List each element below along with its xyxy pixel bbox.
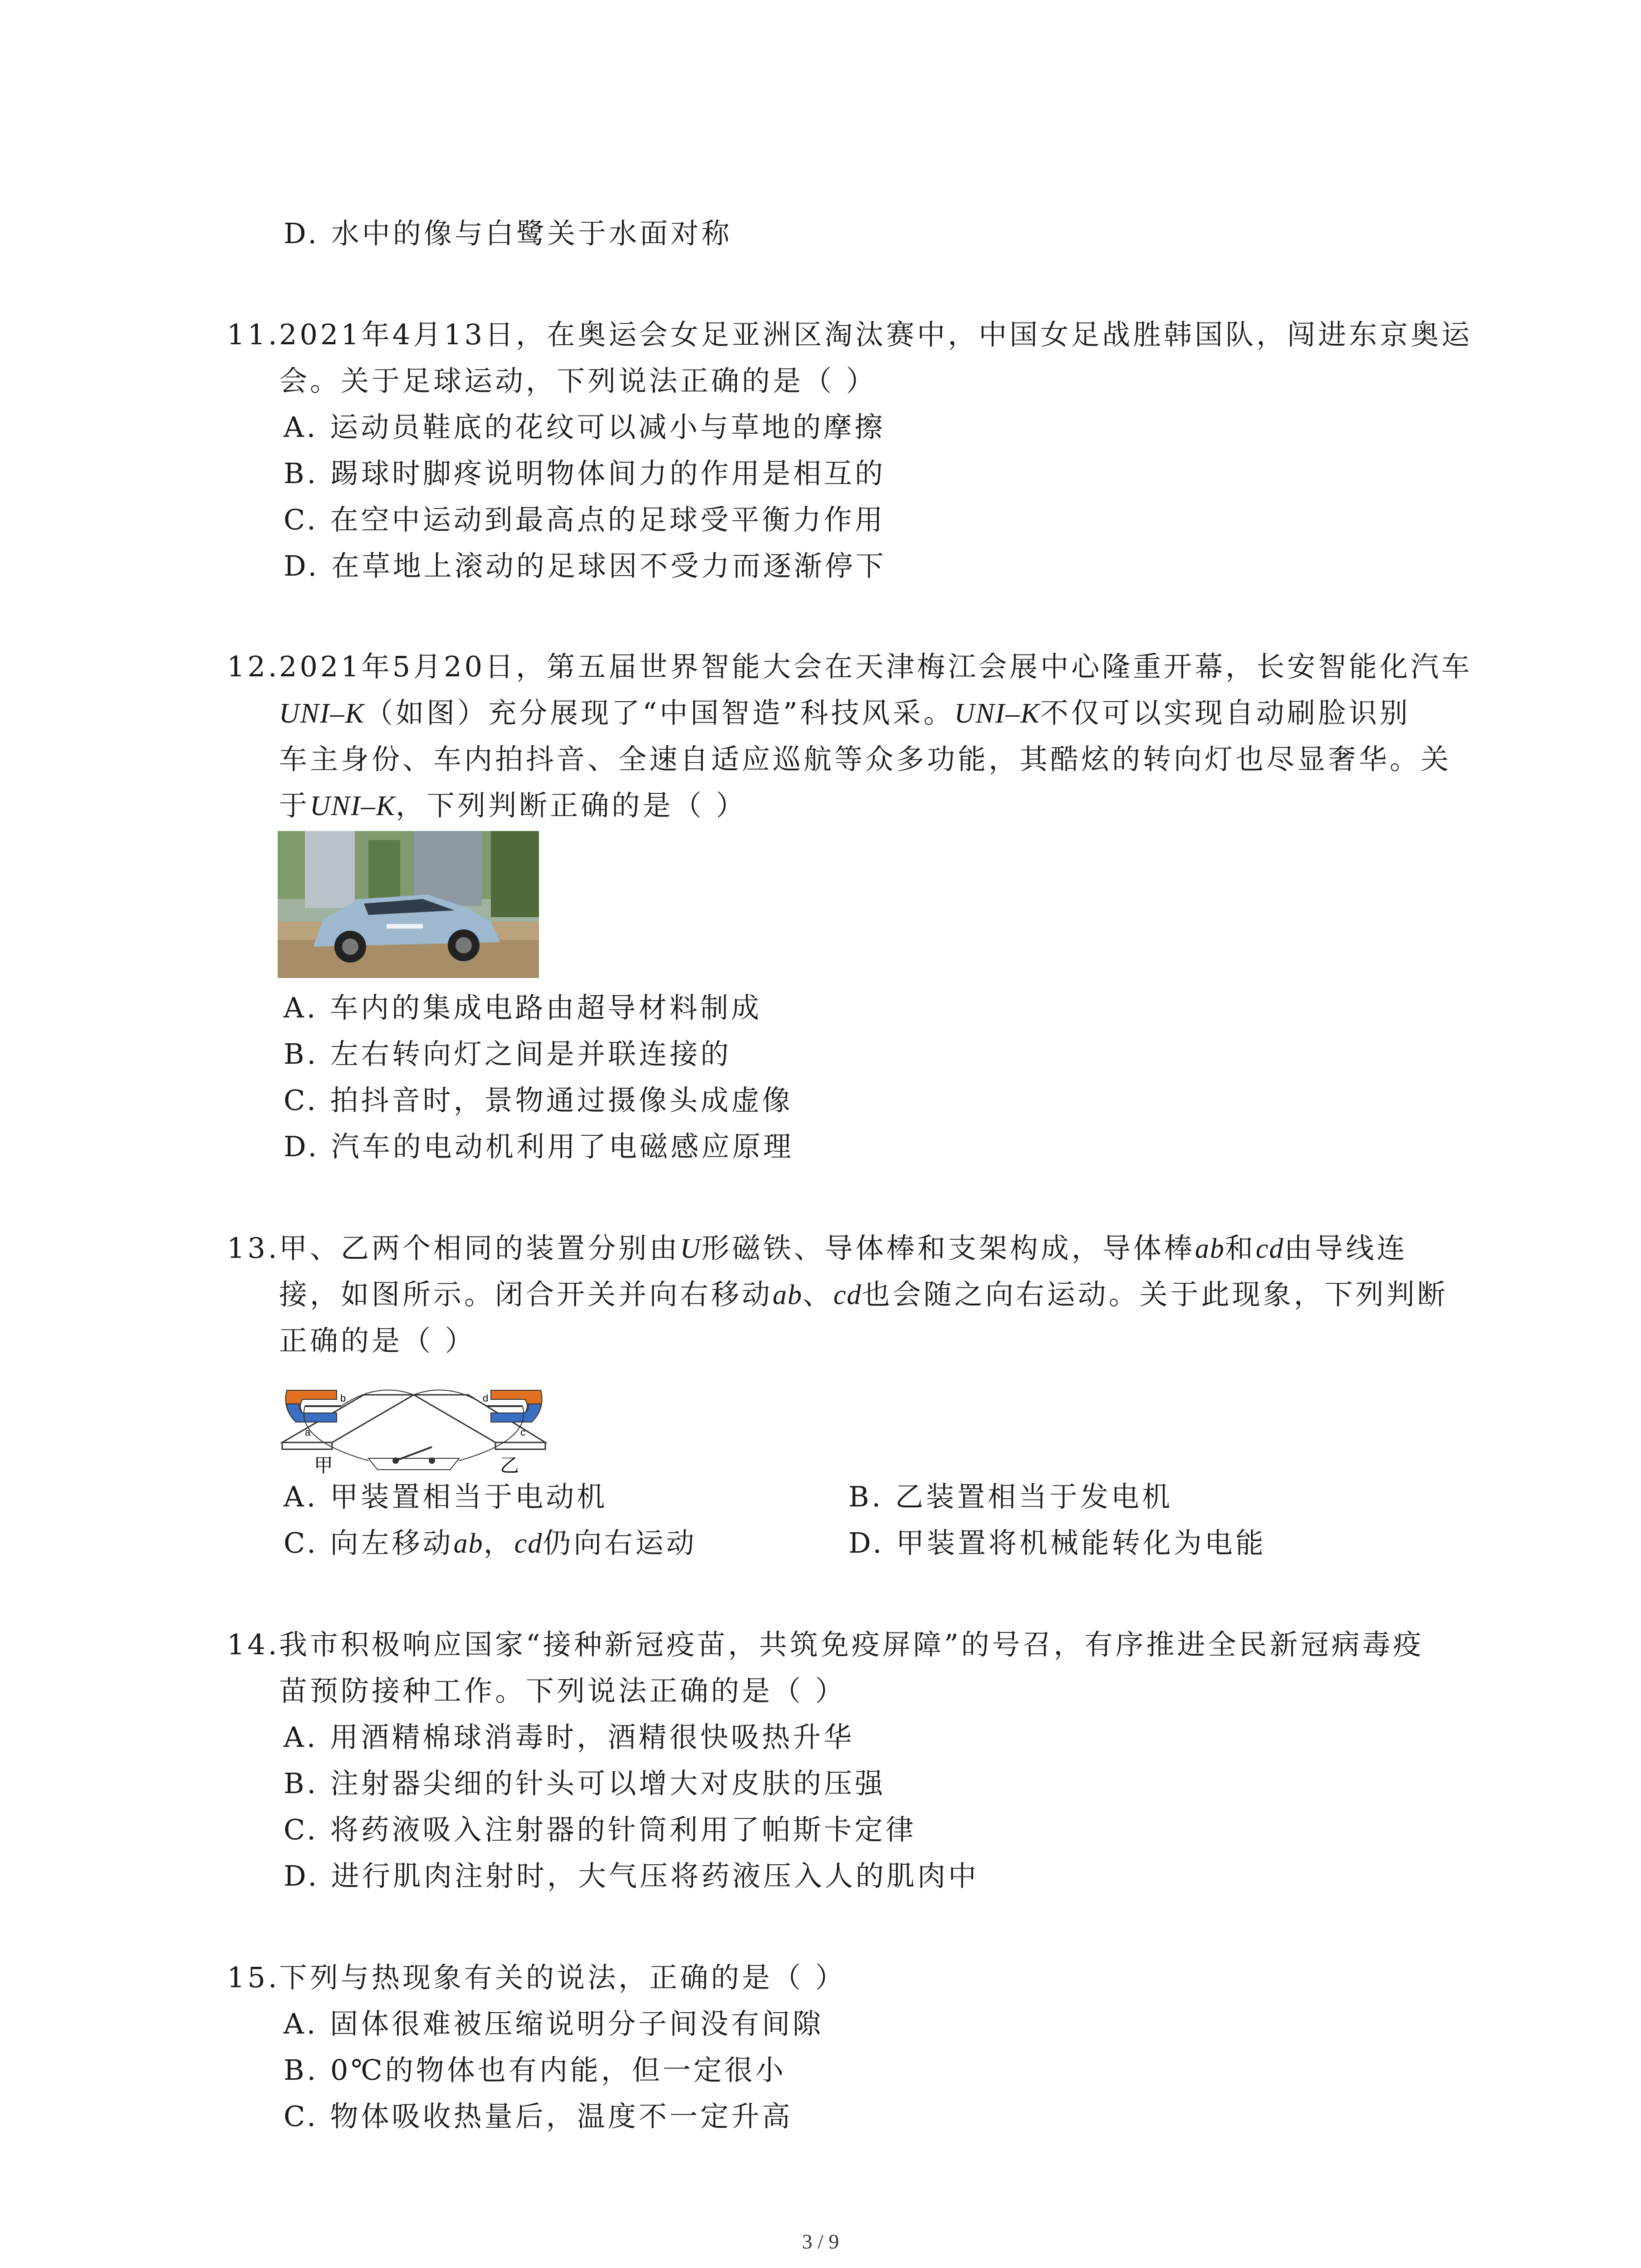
q12-stem-line4-rest: ，下列判断正确的是（ ）	[396, 789, 747, 822]
q13-option-c-text: 仍向右运动	[543, 1526, 697, 1559]
q11-stem-line2: 会。关于足球运动，下列说法正确的是（ ）	[279, 364, 877, 397]
q12-stem-line4	[279, 787, 747, 824]
q14-stem-line1: 我市积极响应国家“接种新冠疫苗，共筑免疫屏障”的号召，有序推进全民新冠病毒疫	[279, 1628, 1424, 1661]
magnet-apparatus-figure	[278, 1363, 550, 1476]
q11-stem-line1: 2021年4月13日，在奥运会女足亚洲区淘汰赛中，中国女足战胜韩国队，闯进东京奥运	[279, 318, 1473, 351]
q13-stem-line1	[279, 1230, 1407, 1267]
q13-stem-line2	[279, 1276, 1448, 1313]
q11-option-b: B. 踢球时脚疼说明物体间力的作用是相互的	[284, 457, 886, 490]
label-d: d	[483, 1393, 489, 1404]
label-b: b	[340, 1393, 346, 1404]
q13-text: 甲、乙两个相同的装置分别由	[279, 1232, 681, 1265]
q13-option-c-text: C. 向左移动	[284, 1526, 454, 1559]
q12-stem-line1: 2021年5月20日，第五届世界智能大会在天津梅江会展中心隆重开幕，长安智能化汽车	[279, 650, 1473, 683]
q14-option-a: A. 用酒精棉球消毒时，酒精很快吸热升华	[284, 1721, 855, 1754]
q11-number: 11.	[227, 318, 280, 351]
q13-option-c-text: ，	[483, 1526, 514, 1559]
q10-option-d: D. 水中的像与白鹭关于水面对称	[284, 217, 732, 250]
q13-option-d: D. 甲装置将机械能转化为电能	[848, 1526, 1266, 1559]
q12-stem-line3: 车主身份、车内拍抖音、全速自适应巡航等众多功能，其酷炫的转向灯也尽显奢华。关	[279, 743, 1452, 776]
q15-option-a: A. 固体很难被压缩说明分子间没有间隙	[284, 2007, 824, 2040]
q13-text: 由导线连	[1284, 1232, 1408, 1265]
q15-stem-line1: 下列与热现象有关的说法，正确的是（ ）	[279, 1961, 846, 1994]
q12-stem-line2-text: （如图）充分展现了“中国智造”科技风采。	[365, 696, 955, 729]
q12-stem-line4-pre: 于	[279, 789, 310, 822]
q12-option-c: C. 拍抖音时，景物通过摄像头成虚像	[284, 1084, 793, 1117]
q13-text: 形磁铁、导体棒和支架构成，导体棒	[701, 1232, 1195, 1265]
rod-cd: cd	[1255, 1233, 1284, 1264]
q12-option-d: D. 汽车的电动机利用了电磁感应原理	[284, 1130, 794, 1163]
q12-number: 12.	[227, 650, 280, 683]
label-c: c	[520, 1427, 525, 1438]
q15-number: 15.	[227, 1961, 280, 1994]
q14-stem-line2: 苗预防接种工作。下列说法正确的是（ ）	[279, 1674, 846, 1707]
q12-stem-line2	[279, 695, 1411, 732]
model-name: UNI–K	[279, 698, 365, 729]
q11-option-c: C. 在空中运动到最高点的足球受平衡力作用	[284, 503, 886, 536]
q15-option-b: B. 0℃的物体也有内能，但一定很小	[284, 2053, 786, 2087]
q12-option-a: A. 车内的集成电路由超导材料制成	[284, 991, 762, 1024]
rod-cd: cd	[833, 1280, 862, 1310]
q14-number: 14.	[227, 1628, 280, 1661]
q13-option-c	[284, 1525, 697, 1562]
model-name: UNI–K	[954, 698, 1040, 729]
q13-option-a: A. 甲装置相当于电动机	[284, 1480, 608, 1513]
q13-option-b: B. 乙装置相当于发电机	[848, 1480, 1173, 1513]
rod-cd: cd	[514, 1528, 543, 1559]
q12-option-b: B. 左右转向灯之间是并联连接的	[284, 1037, 731, 1070]
q14-option-d: D. 进行肌肉注射时，大气压将药液压入人的肌肉中	[284, 1859, 979, 1892]
q13-text: 接，如图所示。闭合开关并向右移动	[279, 1278, 773, 1311]
q11-option-a: A. 运动员鞋底的花纹可以减小与草地的摩擦	[284, 411, 886, 444]
label-jia: 甲	[314, 1454, 333, 1476]
q11-option-d: D. 在草地上滚动的足球因不受力而逐渐停下	[284, 549, 887, 582]
q15-option-c: C. 物体吸收热量后，温度不一定升高	[284, 2100, 793, 2133]
q13-text: 和	[1225, 1232, 1256, 1265]
q12-stem-line2-text2: 不仅可以实现自动刷脸识别	[1040, 696, 1411, 729]
label-yi: 乙	[500, 1454, 519, 1476]
u-symbol: U	[680, 1233, 701, 1264]
rod-ab: ab	[773, 1280, 803, 1310]
car-photo	[278, 831, 539, 978]
q13-number: 13.	[227, 1232, 280, 1265]
q14-option-b: B. 注射器尖细的针头可以增大对皮肤的压强	[284, 1767, 886, 1800]
rod-ab: ab	[453, 1528, 484, 1559]
q13-text: 也会随之向右运动。关于此现象，下列判断	[862, 1278, 1448, 1311]
model-name: UNI–K	[310, 791, 396, 821]
label-a: a	[305, 1427, 311, 1438]
q13-text: 、	[803, 1278, 834, 1311]
q13-stem-line3: 正确的是（ ）	[279, 1324, 476, 1357]
page-number: 3 / 9	[802, 2230, 839, 2253]
rod-ab: ab	[1195, 1233, 1225, 1264]
q14-option-c: C. 将药液吸入注射器的针筒利用了帕斯卡定律	[284, 1813, 916, 1846]
